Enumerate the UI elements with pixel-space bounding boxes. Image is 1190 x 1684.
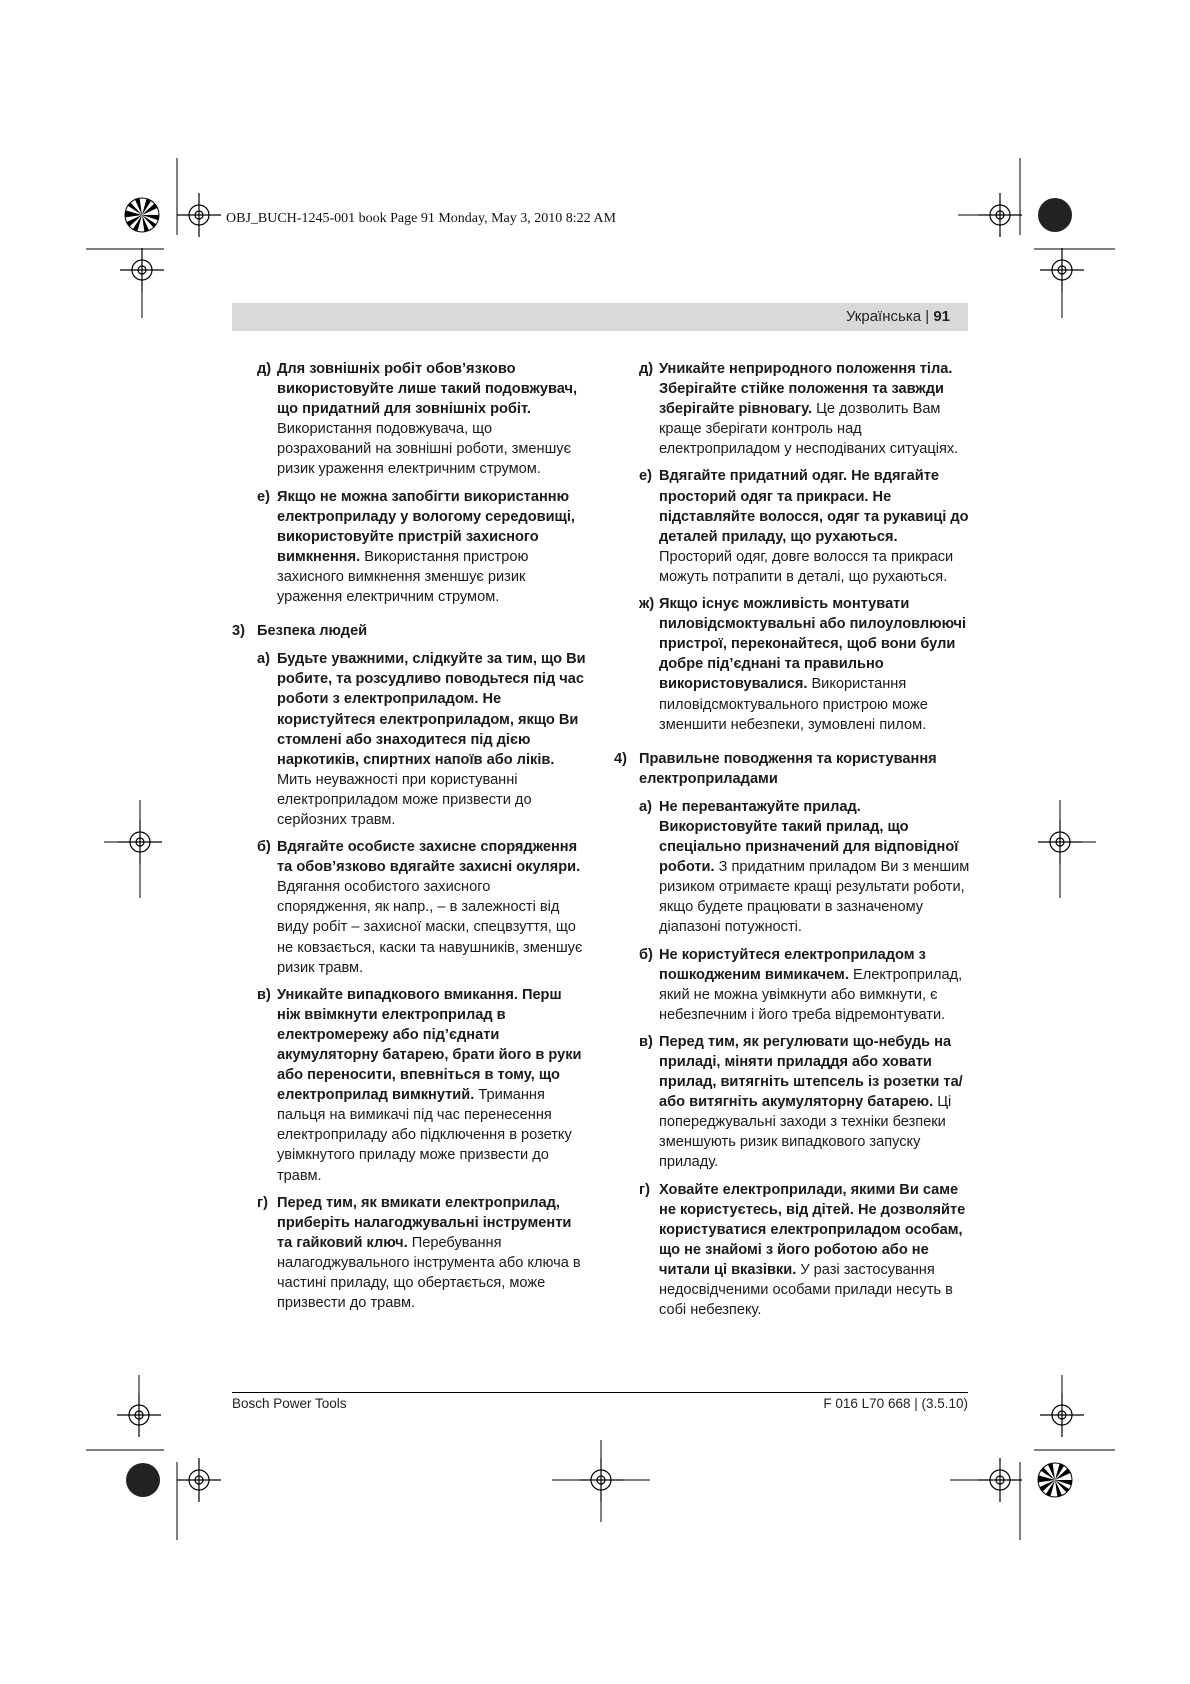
footer-doc-number: F 016 L70 668 | (3.5.10)	[823, 1396, 968, 1411]
section-title: Безпека людей	[257, 623, 368, 640]
list-item	[232, 359, 587, 480]
item-label: г)	[639, 1181, 650, 1198]
list-item	[614, 1032, 970, 1173]
section-heading	[614, 749, 970, 789]
item-warning: Не користуйтеся електроприладом з пошкодженим вимикачем.	[659, 946, 926, 983]
item-warning: Не перевантажуйте прилад. Використовуйте такий прилад, що спеціально призначений для відповідної роботи.	[659, 798, 959, 876]
item-label: б)	[639, 946, 653, 963]
item-warning: Вдягайте придатний одяг. Не вдягайте просторий одяг та прикраси. Не підставляйте волосся, одяг та рукавиці до деталей приладу, що рухаються.	[659, 468, 969, 545]
item-explanation: Використання подовжувача, що розрахований на зовнішні роботи, зменшує ризик ураження електричним струмом.	[277, 421, 572, 478]
footer-publisher: Bosch Power Tools	[232, 1396, 347, 1411]
item-explanation: У разі застосування недосвідченими особами прилади несуть в собі небезпеку.	[659, 1261, 953, 1319]
item-label: д)	[639, 361, 654, 377]
item-label: е)	[639, 468, 652, 485]
list-item	[232, 649, 587, 830]
header-language: Українська	[845, 308, 922, 325]
section-number: 4)	[614, 750, 627, 767]
list-item	[614, 945, 970, 1025]
item-explanation: Вдягання особистого захисного спорядження, як напр., – в залежності від виду робіт – захисної маски, спецвзуття, що не ковзається, каски та навушників, зменшує ризик травм.	[277, 879, 583, 976]
left-column	[232, 359, 587, 1320]
item-explanation: Мить неуважності при користуванні електроприладом може призвести до серйозних травм.	[277, 771, 532, 828]
item-label: ж)	[639, 596, 655, 613]
page-header	[232, 303, 968, 331]
item-warning: Якщо не можна запобігти використанню електроприладу у вологому середовищі, використовуйте пристрій захисного вимкнення.	[277, 488, 575, 565]
item-explanation: Ці попереджувальні заходи з техніки безпеки зменшують ризик випадкового запуску приладу.	[659, 1094, 952, 1171]
item-warning: Будьте уважними, слідкуйте за тим, що Ви робите, та розсудливо поводьтеся під час роботи з електроприладом. Не користуйтеся електроприладом, якщо Ви стомлені або знаходитеся під дією наркотиків, спиртних напоїв або ліків.	[277, 651, 586, 768]
item-explanation: Просторий одяг, довге волосся та прикраси можуть потрапити в деталі, що рухаються.	[659, 548, 954, 585]
item-warning: Уникайте випадкового вмикання. Перш ніж ввімкнути електроприлад в електромережу або під’єднати акумуляторну батарею, брати його в руки або переносити, впевніться в тому, що електроприлад вимкнутий.	[277, 986, 582, 1104]
item-label: б)	[257, 839, 271, 856]
item-warning: Перед тим, як вмикати електроприлад, приберіть налагоджувальні інструменти та гайковий ключ.	[277, 1194, 572, 1251]
item-label: а)	[257, 651, 270, 668]
item-explanation: Це дозволить Вам краще зберігати контроль над електроприладом у несподіваних ситуаціях.	[659, 401, 959, 458]
section-title: Правильне поводження та користування електроприладами	[639, 750, 937, 787]
section-number: 3)	[232, 623, 245, 640]
item-label: в)	[257, 986, 271, 1003]
item-warning: Якщо існує можливість монтувати пиловідсмоктувальні або пилоуловлюючі пристрої, переконайтеся, щоб вони були добре під’єднані та правильно використовувалися.	[659, 596, 967, 693]
item-label: г)	[257, 1194, 268, 1211]
item-explanation: Використання пиловідсмоктувального пристрою може зменшити небезпеки, зумовлені пилом.	[659, 676, 928, 733]
item-explanation: З придатним приладом Ви з меншим ризиком отримаєте кращі результати роботи, якщо будете працювати в зазначеному діапазоні потужності.	[659, 859, 970, 936]
item-warning: Перед тим, як регулювати що-небудь на приладі, міняти приладдя або ховати прилад, витягніть штепсель із розетки та/або витягніть акумуляторну батарею.	[659, 1033, 963, 1111]
list-item	[232, 985, 587, 1186]
item-warning: Для зовнішніх робіт обов’язково використовуйте лише такий подовжувач, що придатний для зовнішніх робіт.	[277, 361, 578, 418]
list-item	[232, 487, 587, 608]
list-item	[614, 466, 970, 587]
list-item	[614, 1180, 970, 1321]
section-heading	[232, 621, 587, 641]
item-label: е)	[257, 488, 270, 505]
list-item	[232, 837, 587, 978]
list-item	[232, 1193, 587, 1314]
item-label: д)	[257, 361, 272, 377]
item-explanation: Перебування налагоджувального інструмента або ключа в частині приладу, що обертається, може призвести до травм.	[277, 1234, 581, 1312]
item-explanation: Електроприлад, який не можна увімкнути або вимкнути, є небезпечним і його треба відремонтувати.	[659, 966, 963, 1023]
item-warning: Уникайте неприродного положення тіла. Зберігайте стійке положення та завжди зберігайте рівновагу.	[659, 361, 953, 418]
item-label: а)	[639, 798, 652, 815]
list-item	[614, 594, 970, 735]
header-separator: |	[925, 308, 930, 325]
item-explanation: Використання пристрою захисного вимкнення зменшує ризик ураження електричним струмом.	[277, 548, 529, 606]
list-item	[614, 797, 970, 938]
item-warning: Вдягайте особисте захисне спорядження та обов’язково вдягайте захисні окуляри.	[277, 839, 581, 876]
page-number: 91	[933, 308, 950, 325]
print-slug: OBJ_BUCH-1245-001 book Page 91 Monday, May 3, 2010 8:22 AM	[226, 211, 616, 226]
item-label: в)	[639, 1033, 653, 1050]
list-item	[614, 359, 970, 459]
footer-rule	[232, 1392, 968, 1393]
header-language-page	[846, 308, 950, 325]
item-warning: Ховайте електроприлади, якими Ви саме не користуєтесь, від дітей. Не дозволяйте користуватися електроприладом особам, що не знайомі з його роботою або не читали ці вказівки.	[659, 1181, 966, 1278]
item-explanation: Тримання пальця на вимикачі під час перенесення електроприладу або підключення в розетку увімкнутого приладу може призвести до травм.	[277, 1087, 572, 1184]
right-column	[614, 359, 970, 1327]
